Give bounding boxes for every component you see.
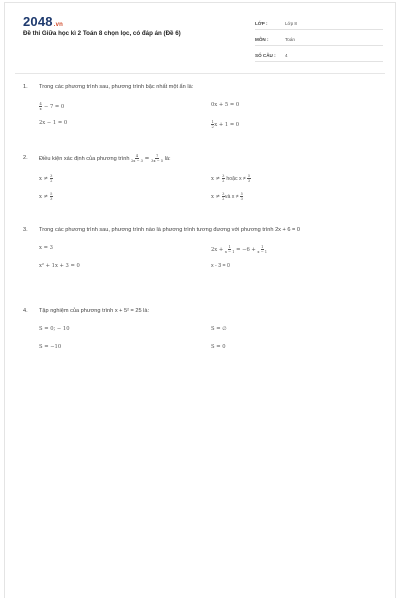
option-d[interactable]: S = 0 xyxy=(211,344,226,350)
question-text: Trong các phương trình sau, phương trình bậc nhất một ẩn là: xyxy=(39,84,194,90)
fraction xyxy=(151,154,163,163)
meta-question-count xyxy=(255,49,383,62)
option-text: hoặc x ≠ xyxy=(224,176,248,182)
question-number: 2. xyxy=(23,155,28,161)
option-d[interactable] xyxy=(211,120,239,129)
option-c[interactable]: x² + 1x + 3 = 0 xyxy=(39,263,80,269)
question-text: Tập nghiệm của phương trình x + 5² = 25 là: xyxy=(39,308,150,314)
option-d[interactable] xyxy=(211,192,243,201)
fraction xyxy=(240,192,243,201)
question-2 xyxy=(23,154,383,200)
question-number: 4. xyxy=(23,308,28,314)
question-number: 3. xyxy=(23,227,28,233)
numerator: 5 xyxy=(247,174,251,178)
answer-options xyxy=(39,316,383,352)
denominator: 2x − 3 xyxy=(131,159,143,163)
question-1 xyxy=(23,83,383,128)
fraction xyxy=(50,192,53,201)
question-text xyxy=(39,154,383,164)
denominator: 3x − 5 xyxy=(151,159,164,163)
option-d[interactable]: x - 3 = 0 xyxy=(211,263,230,269)
denominator: 2 xyxy=(222,179,225,183)
meta-class xyxy=(255,17,383,30)
logo-main: 2048 xyxy=(23,14,53,29)
denominator: x xyxy=(39,107,42,111)
numerator: 3 xyxy=(222,174,225,178)
numerator: 5 xyxy=(240,192,243,196)
meta-subject xyxy=(255,33,383,46)
fraction xyxy=(247,174,250,183)
numerator: 7 xyxy=(155,154,159,158)
option-b[interactable]: S = ∅ xyxy=(211,326,227,332)
option-text: x ≠ xyxy=(39,194,50,200)
numerator: 4 xyxy=(39,102,42,106)
denominator: 3 xyxy=(240,197,243,201)
fraction xyxy=(50,174,53,183)
meta-label: MÔN : xyxy=(255,36,269,42)
question-number: 1. xyxy=(23,84,28,90)
meta-value: Toán xyxy=(285,36,295,42)
numerator: 3 xyxy=(222,192,225,196)
option-text: và x ≠ xyxy=(224,194,241,200)
denominator: 3 xyxy=(247,179,251,183)
site-logo[interactable] xyxy=(23,14,63,29)
option-b[interactable]: 0x + 5 = 0 xyxy=(211,102,240,108)
fraction xyxy=(131,154,143,163)
option-a[interactable]: x = 3 xyxy=(39,245,53,251)
exam-meta xyxy=(255,17,383,65)
denominator: 2 xyxy=(50,179,53,183)
meta-value: Lớp 8 xyxy=(285,20,297,26)
question-equation: $\frac{4}{2x - 3}$ = $\frac{7}{3x - 5}$ xyxy=(131,154,164,163)
option-text: x ≠ xyxy=(211,176,222,182)
question-4 xyxy=(23,307,383,352)
denominator: 3 xyxy=(50,197,53,201)
option-b[interactable] xyxy=(211,174,251,183)
meta-value: 4 xyxy=(285,52,288,58)
option-c[interactable] xyxy=(39,192,53,201)
answer-options xyxy=(39,92,383,128)
numerator: 4 xyxy=(135,154,139,158)
numerator: 1 xyxy=(211,120,214,124)
denominator: 2 xyxy=(222,197,225,201)
exam-title: Đề thi Giữa học kì 2 Toán 8 chọn lọc, có đáp án (Đề 6) xyxy=(23,30,181,37)
question-text-part: là: xyxy=(163,156,171,162)
meta-label: LỚP : xyxy=(255,20,268,26)
denominator: x − 1 xyxy=(224,250,235,254)
option-text: x ≠ xyxy=(39,176,50,182)
option-c[interactable]: S = −10 xyxy=(39,344,62,350)
denominator: 2 xyxy=(211,125,214,129)
numerator: 1 xyxy=(228,245,231,249)
option-text: 2x + xyxy=(211,247,225,253)
option-c[interactable]: 2x − 1 = 0 xyxy=(39,120,68,126)
option-text: x + 1 = 0 xyxy=(214,122,240,128)
numerator: 5 xyxy=(50,192,53,196)
option-text: − 7 = 0 xyxy=(42,104,65,110)
answer-options xyxy=(39,235,383,271)
header-divider xyxy=(15,73,385,74)
question-3 xyxy=(23,226,383,271)
denominator: x − 1 xyxy=(257,250,268,254)
numerator: 1 xyxy=(261,245,264,249)
exam-page xyxy=(4,2,396,598)
question-text: Trong các phương trình sau, phương trình nào là phương trình tương đương với phương trình 2x + 6 = 0 xyxy=(39,227,300,233)
option-a[interactable]: S = 0; − 10 xyxy=(39,326,70,332)
fraction xyxy=(257,245,267,254)
logo-suffix: .vn xyxy=(53,22,64,28)
meta-label: SỐ CÂU : xyxy=(255,52,276,58)
option-a[interactable] xyxy=(39,174,53,183)
numerator: 3 xyxy=(50,174,53,178)
option-text: x ≠ xyxy=(211,194,222,200)
answer-options xyxy=(39,164,383,200)
option-b[interactable] xyxy=(211,245,267,254)
question-text-part: Điều kiện xác định của phương trình xyxy=(39,156,131,162)
option-text: = −6 + xyxy=(234,247,258,253)
option-a[interactable] xyxy=(39,102,64,111)
